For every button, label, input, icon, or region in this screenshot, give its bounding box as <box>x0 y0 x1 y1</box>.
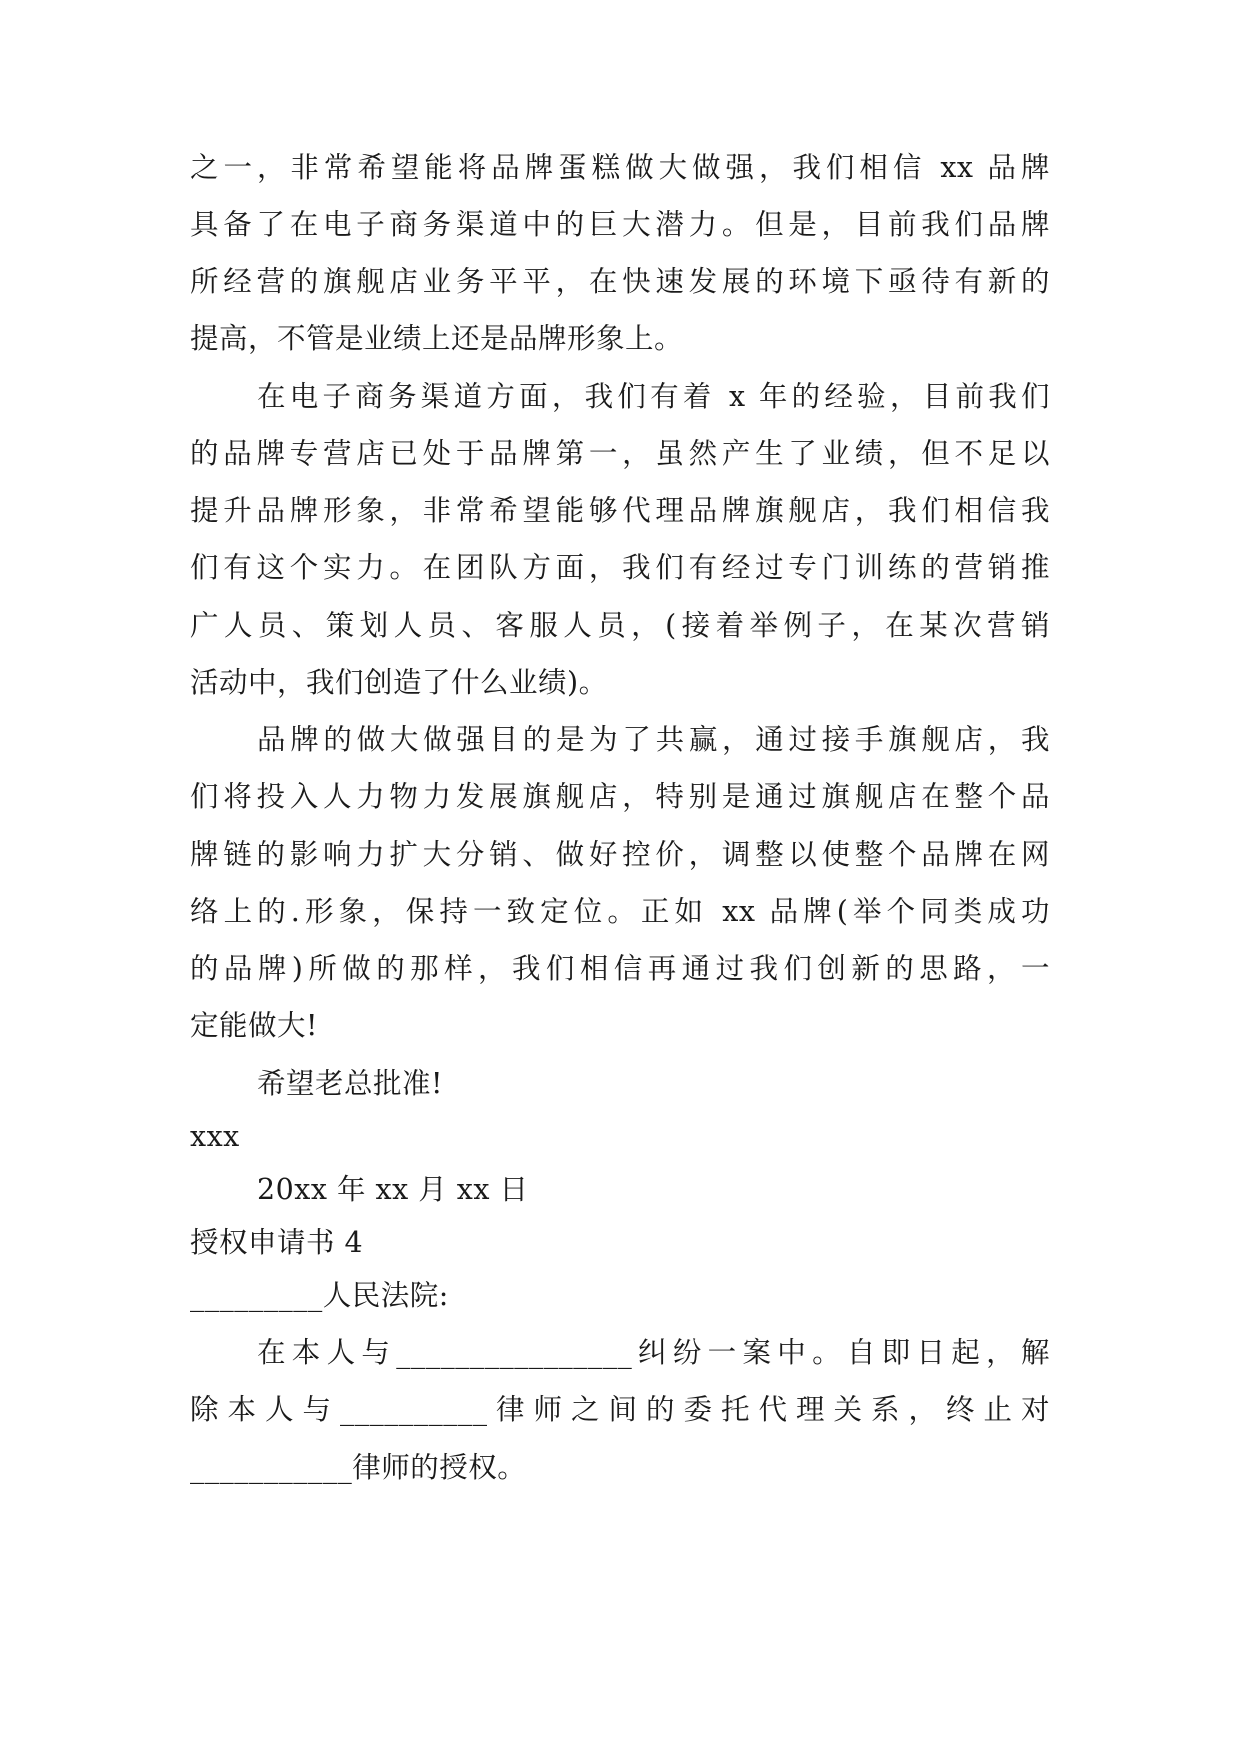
paragraph-line: 牌链的影响力扩大分销、做好控价，调整以使整个品牌在网 <box>190 838 1050 871</box>
paragraph-line: 定能做大! <box>190 1009 318 1042</box>
date-line: 20xx 年 xx 月 xx 日 <box>257 1173 529 1206</box>
paragraph-line: 提升品牌形象，非常希望能够代理品牌旗舰店，我们相信我 <box>190 494 1050 527</box>
signature: xxx <box>190 1120 240 1153</box>
section-title: 授权申请书 4 <box>190 1226 364 1259</box>
paragraph-line: 在本人与________________纠纷一案中。自即日起，解 <box>257 1336 1050 1369</box>
paragraph-line: 广人员、策划人员、客服人员，(接着举例子，在某次营销 <box>190 609 1050 642</box>
paragraph-line: 络上的.形象，保持一致定位。正如 xx 品牌(举个同类成功 <box>190 895 1050 928</box>
paragraph-line: 所经营的旗舰店业务平平，在快速发展的环境下亟待有新的 <box>190 265 1050 298</box>
paragraph-line: 活动中，我们创造了什么业绩)。 <box>190 666 608 699</box>
paragraph-line: 们将投入人力物力发展旗舰店，特别是通过旗舰店在整个品 <box>190 780 1050 813</box>
paragraph-line: 除本人与__________律师之间的委托代理关系，终止对 <box>190 1393 1050 1426</box>
paragraph-line: 的品牌专营店已处于品牌第一，虽然产生了业绩，但不足以 <box>190 437 1050 470</box>
paragraph-line: ___________律师的授权。 <box>190 1451 527 1484</box>
paragraph-line: 之一，非常希望能将品牌蛋糕做大做强，我们相信 xx 品牌 <box>190 151 1050 184</box>
paragraph-line: 具备了在电子商务渠道中的巨大潜力。但是，目前我们品牌 <box>190 208 1050 241</box>
addressee: _________人民法院: <box>190 1279 449 1312</box>
paragraph-line: 在电子商务渠道方面，我们有着 x 年的经验，目前我们 <box>257 380 1050 413</box>
paragraph-line: 品牌的做大做强目的是为了共赢，通过接手旗舰店，我 <box>257 723 1050 756</box>
paragraph-line: 提高，不管是业绩上还是品牌形象上。 <box>190 322 684 355</box>
closing-line: 希望老总批准! <box>257 1067 443 1100</box>
paragraph-line: 们有这个实力。在团队方面，我们有经过专门训练的营销推 <box>190 551 1050 584</box>
paragraph-line: 的品牌)所做的那样，我们相信再通过我们创新的思路，一 <box>190 952 1050 985</box>
